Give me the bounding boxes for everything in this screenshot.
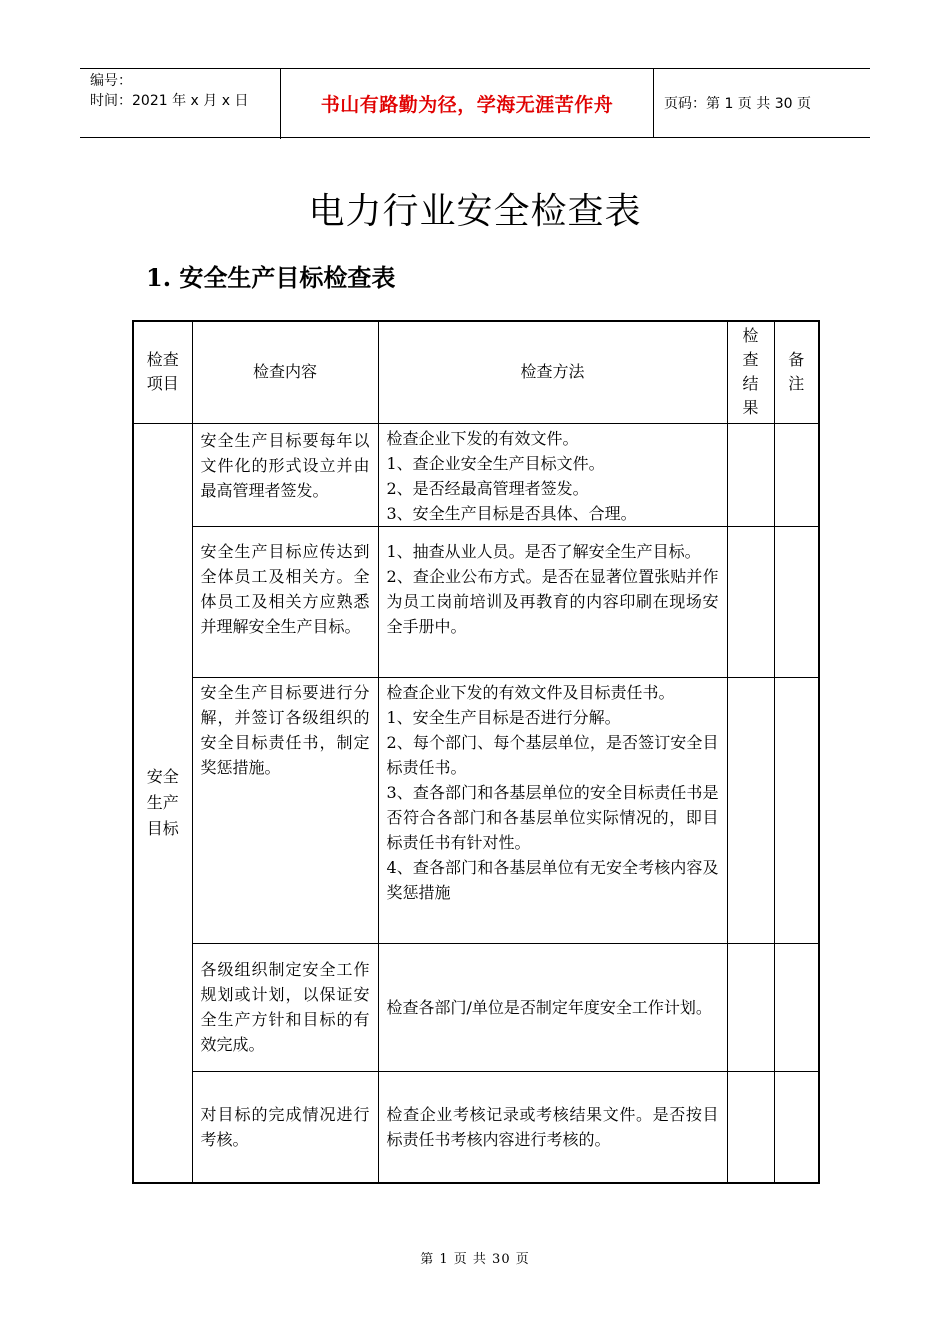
check-method-cell: 检查企业考核记录或考核结果文件。是否按目标责任书考核内容进行考核的。	[378, 1071, 727, 1183]
remark-cell[interactable]	[774, 526, 819, 677]
check-result-cell[interactable]	[727, 423, 774, 526]
header-meta	[80, 69, 281, 139]
remark-cell[interactable]	[774, 1071, 819, 1183]
page-footer: 第 1 页 共 30 页	[420, 1252, 530, 1267]
section-title: 1. 安全生产目标检查表	[146, 263, 396, 292]
remark-cell[interactable]	[774, 677, 819, 943]
header-remark: 备注	[774, 321, 819, 423]
check-item-cell	[133, 423, 192, 1183]
check-method-cell: 1、抽查从业人员。是否了解安全生产目标。 2、查企业公布方式。是否在显著位置张贴并作为员工岗前培训及再教育的内容印刷在现场安全手册中。	[378, 526, 727, 677]
table-row	[133, 943, 819, 1071]
document-title: 电力行业安全检查表	[308, 191, 642, 232]
check-result-cell[interactable]	[727, 526, 774, 677]
check-method-cell: 检查各部门/单位是否制定年度安全工作计划。	[378, 943, 727, 1071]
page-header	[80, 68, 870, 138]
safety-checklist-table	[132, 320, 820, 1184]
header-check-result: 检查结果	[727, 321, 774, 423]
check-result-cell[interactable]	[727, 943, 774, 1071]
document-number-label: 编号：	[90, 73, 132, 89]
remark-cell[interactable]	[774, 423, 819, 526]
header-page-info: 页码：第 1 页 共 30 页	[664, 96, 811, 112]
check-result-cell[interactable]	[727, 1071, 774, 1183]
check-item-label: 安全生产目标	[146, 766, 179, 838]
table-row	[133, 526, 819, 677]
header-motto: 书山有路勤为径，学海无涯苦作舟	[281, 69, 654, 137]
header-check-item: 检查项目	[133, 321, 192, 423]
table-header-row	[133, 321, 819, 423]
header-check-method: 检查方法	[378, 321, 727, 423]
table-row	[133, 423, 819, 526]
table-row	[133, 677, 819, 943]
check-method-cell: 检查企业下发的有效文件。 1、查企业安全生产目标文件。 2、是否经最高管理者签发。 3、安全生产目标是否具体、合理。	[378, 423, 727, 526]
document-date-label: 时间：2021 年 x 月 x 日	[90, 93, 249, 109]
remark-cell[interactable]	[774, 943, 819, 1071]
check-content-cell: 各级组织制定安全工作规划或计划，以保证安全生产方针和目标的有效完成。	[192, 943, 378, 1071]
check-content-cell: 安全生产目标应传达到全体员工及相关方。全体员工及相关方应熟悉并理解安全生产目标。	[192, 526, 378, 677]
header-check-content: 检查内容	[192, 321, 378, 423]
check-content-cell: 安全生产目标要进行分解，并签订各级组织的安全目标责任书，制定奖惩措施。	[192, 677, 378, 943]
check-content-cell: 对目标的完成情况进行考核。	[192, 1071, 378, 1183]
table-row	[133, 1071, 819, 1183]
check-result-cell[interactable]	[727, 677, 774, 943]
check-content-cell: 安全生产目标要每年以文件化的形式设立并由最高管理者签发。	[192, 423, 378, 526]
check-method-cell: 检查企业下发的有效文件及目标责任书。 1、安全生产目标是否进行分解。 2、每个部门、每个基层单位，是否签订安全目标责任书。 3、查各部门和各基层单位的安全目标责任书是否符合各部门和各基层单位实际情况的，即目标责任书有针对性。 4、查各部门和各基层单位有无安全考核内容及奖惩措施	[378, 677, 727, 943]
